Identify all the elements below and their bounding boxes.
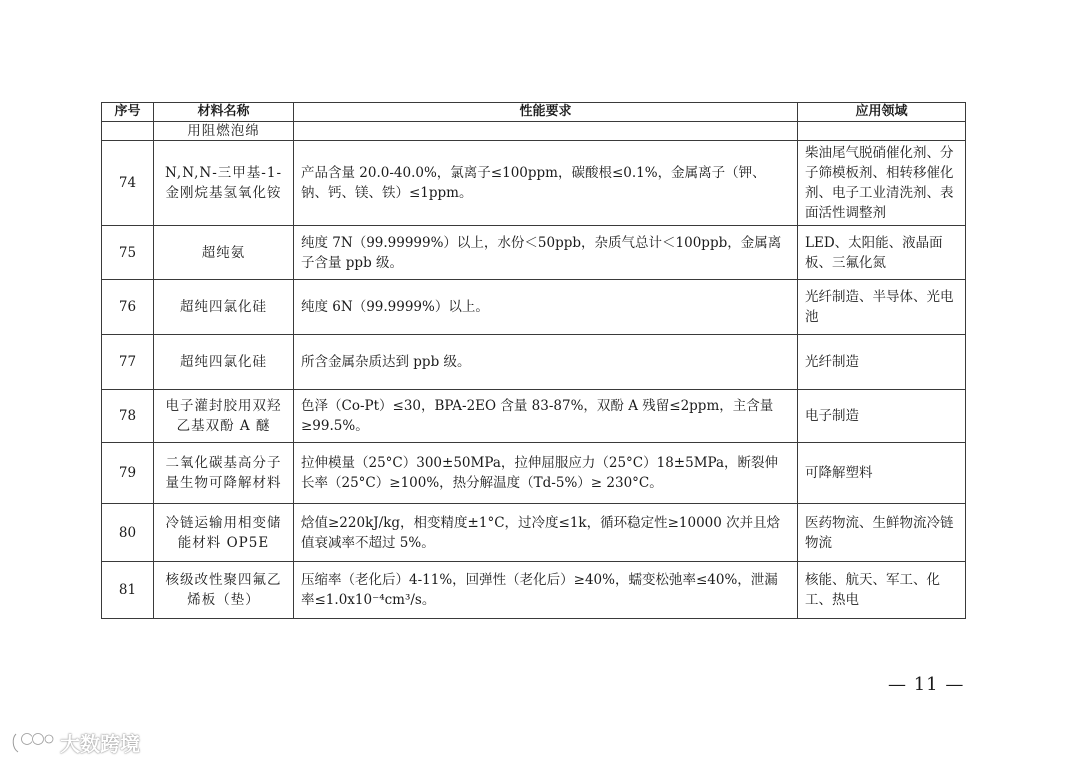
table-row [102, 141, 966, 226]
cell-no: 79 [102, 443, 154, 504]
header-name: 材料名称 [154, 103, 294, 122]
cell-requirement: 纯度 7N（99.99999%）以上，水份＜50ppb，杂质气总计＜100ppb，金属离子含量 ppb 级。 [294, 226, 798, 280]
table-row-continuation [102, 122, 966, 141]
cell-no: 80 [102, 504, 154, 562]
watermark-logo-icon [10, 730, 54, 756]
cell-requirement: 拉伸模量（25°C）300±50MPa，拉伸屈服应力（25°C）18±5MPa，断裂伸长率（25°C）≥100%，热分解温度（Td-5%）≥ 230°C。 [294, 443, 798, 504]
cell-requirement: 纯度 6N（99.9999%）以上。 [294, 280, 798, 335]
table-row [102, 562, 966, 619]
cell-requirement [294, 122, 798, 141]
cell-application: 光纤制造、半导体、光电池 [798, 280, 966, 335]
table-row [102, 443, 966, 504]
cell-application: 电子制造 [798, 390, 966, 443]
cell-no: 76 [102, 280, 154, 335]
page-number: — 11 — [888, 674, 965, 695]
cell-application: 可降解塑料 [798, 443, 966, 504]
watermark [10, 728, 140, 757]
cell-no: 78 [102, 390, 154, 443]
cell-name: 超纯四氯化硅 [154, 335, 294, 390]
cell-requirement: 产品含量 20.0-40.0%，氯离子≤100ppm，碳酸根≤0.1%，金属离子（钾、钠、钙、镁、铁）≤1ppm。 [294, 141, 798, 226]
cell-name: N,N,N-三甲基-1-金刚烷基氢氧化铵 [154, 141, 294, 226]
table-row [102, 504, 966, 562]
header-requirement: 性能要求 [294, 103, 798, 122]
cell-name: 超纯氨 [154, 226, 294, 280]
table-header-row [102, 103, 966, 122]
cell-no: 74 [102, 141, 154, 226]
cell-name: 冷链运输用相变储能材料 OP5E [154, 504, 294, 562]
cell-no [102, 122, 154, 141]
cell-name: 核级改性聚四氟乙烯板（垫） [154, 562, 294, 619]
cell-name: 超纯四氯化硅 [154, 280, 294, 335]
cell-application [798, 122, 966, 141]
cell-requirement: 焓值≥220kJ/kg，相变精度±1°C，过冷度≤1k，循环稳定性≥10000 次并且焓值衰减率不超过 5%。 [294, 504, 798, 562]
cell-application: 光纤制造 [798, 335, 966, 390]
cell-requirement: 所含金属杂质达到 ppb 级。 [294, 335, 798, 390]
cell-application: 医药物流、生鲜物流冷链物流 [798, 504, 966, 562]
materials-table [101, 102, 966, 619]
cell-no: 75 [102, 226, 154, 280]
table-row [102, 226, 966, 280]
cell-no: 77 [102, 335, 154, 390]
header-application: 应用领域 [798, 103, 966, 122]
cell-application: LED、太阳能、液晶面板、三氟化氮 [798, 226, 966, 280]
table-row [102, 280, 966, 335]
table-row [102, 390, 966, 443]
cell-requirement: 压缩率（老化后）4-11%，回弹性（老化后）≥40%，蠕变松弛率≤40%，泄漏率≤1.0x10⁻⁴cm³/s。 [294, 562, 798, 619]
header-no: 序号 [102, 103, 154, 122]
cell-no: 81 [102, 562, 154, 619]
cell-requirement: 色泽（Co-Pt）≤30，BPA-2EO 含量 83-87%，双酚 A 残留≤2ppm，主含量≥99.5%。 [294, 390, 798, 443]
cell-name: 二氧化碳基高分子量生物可降解材料 [154, 443, 294, 504]
cell-name: 电子灌封胶用双羟乙基双酚 A 醚 [154, 390, 294, 443]
table-row [102, 335, 966, 390]
cell-name: 用阻燃泡绵 [154, 122, 294, 141]
cell-application: 核能、航天、军工、化工、热电 [798, 562, 966, 619]
watermark-text: 大数跨境 [60, 732, 140, 756]
cell-application: 柴油尾气脱硝催化剂、分子筛模板剂、相转移催化剂、电子工业清洗剂、表面活性调整剂 [798, 141, 966, 226]
